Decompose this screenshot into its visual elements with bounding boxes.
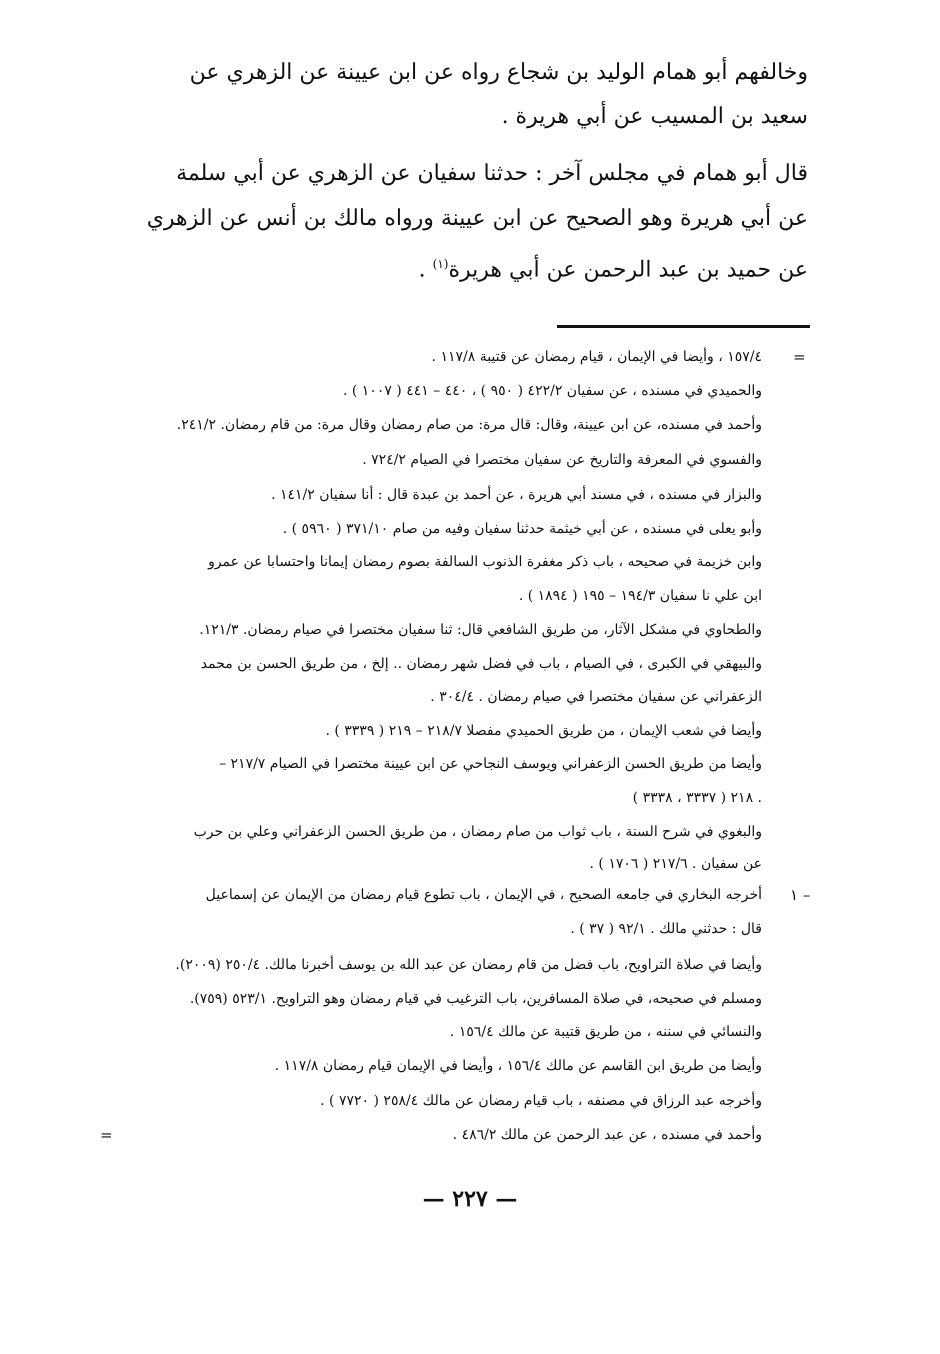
- footnote-line: وأيضا من طريق ابن القاسم عن مالك ١٥٦/٤ ، وأيضا في الإيمان قيام رمضان ١١٧/٨ .: [274, 1058, 762, 1074]
- main-text-line: عن أبي هريرة وهو الصحيح عن ابن عيينة ورواه مالك بن أنس عن الزهري: [146, 206, 808, 231]
- footnote-number: ١ –: [790, 886, 811, 904]
- continuation-marker: =: [100, 1126, 113, 1144]
- footnote-line: وأيضا من طريق الحسن الزعفراني ويوسف النجاحي عن ابن عيينة مختصرا في الصيام ٢١٧/٧ –: [219, 756, 762, 772]
- footnote-line: ومسلم في صحيحه، في صلاة المسافرين، باب الترغيب في قيام رمضان وهو التراويح. ٥٢٣/١ (٧٥٩).: [189, 991, 762, 1007]
- footnote-line: والطحاوي في مشكل الآثار، من طريق الشافعي قال: ثنا سفيان مختصرا في صيام رمضان. ١٢١/٣.: [199, 622, 762, 638]
- main-text-fragment: عن حميد بن عبد الرحمن عن أبي هريرة: [448, 257, 808, 283]
- footnote-line: وأحمد في مسنده ، عن عبد الرحمن عن مالك ٤٨٦/٢ .: [452, 1127, 762, 1143]
- footnote-line: عن سفيان . ٢١٧/٦ ( ١٧٠٦ ) .: [589, 856, 762, 872]
- footnote-line: والبغوي في شرح السنة ، باب ثواب من صام رمضان ، من طريق الحسن الزعفراني وعلي بن حرب: [193, 824, 762, 840]
- footnote-line: ابن علي نا سفيان ١٩٤/٣ – ١٩٥ ( ١٨٩٤ ) .: [518, 588, 762, 604]
- footnote-line: وابن خزيمة في صحيحه ، باب ذكر مغفرة الذنوب السالفة بصوم رمضان إيمانا واحتسابا عن عمرو: [208, 554, 762, 570]
- continuation-marker: =: [793, 348, 806, 366]
- page-number: — ٢٢٧ —: [422, 1186, 518, 1212]
- footnote-line: وأحمد في مسنده، عن ابن عيينة، وقال: قال مرة: من صام رمضان وقال مرة: من قام رمضان. ٢٤١/٢.: [176, 417, 762, 433]
- footnote-line: ٢١٨ ( ٣٣٣٧ ، ٣٣٣٨ ) .: [632, 790, 762, 806]
- footnote-line: أخرجه البخاري في جامعه الصحيح ، في الإيمان ، باب تطوع قيام رمضان من الإيمان عن إسماعيل: [205, 887, 762, 903]
- footnote-line: والبيهقي في الكبرى ، في الصيام ، باب في فضل شهر رمضان .. إلخ ، من طريق الحسن بن محمد: [200, 656, 762, 672]
- footnote-line: وأخرجه عبد الرزاق في مصنفه ، باب قيام رمضان عن مالك ٢٥٨/٤ ( ٧٧٢٠ ) .: [320, 1093, 762, 1109]
- main-text-line: [419, 249, 808, 285]
- main-text-fragment: .: [418, 257, 433, 283]
- footnote-line: والفسوي في المعرفة والتاريخ عن سفيان مختصرا في الصيام ٧٢٤/٢ .: [362, 452, 762, 468]
- main-text-line: سعيد بن المسيب عن أبي هريرة .: [501, 104, 808, 129]
- footnote-line: والنسائي في سننه ، من طريق قتيبة عن مالك ١٥٦/٤ .: [449, 1024, 762, 1040]
- footnote-line: قال : حدثني مالك . ٩٢/١ ( ٣٧ ) .: [570, 921, 762, 937]
- footnote-separator: [557, 325, 810, 328]
- footnote-line: والحميدي في مسنده ، عن سفيان ٤٢٢/٢ ( ٩٥٠ ) ، ٤٤٠ – ٤٤١ ( ١٠٠٧ ) .: [342, 383, 762, 399]
- footnote-line: وأيضا في شعب الإيمان ، من طريق الحميدي مفصلا ٢١٨/٧ – ٢١٩ ( ٣٣٣٩ ) .: [325, 723, 762, 739]
- footnote-reference: (١): [432, 257, 449, 271]
- main-text-line: وخالفهم أبو همام الوليد بن شجاع رواه عن ابن عيينة عن الزهري عن: [189, 60, 808, 85]
- footnote-line: وأيضا في صلاة التراويح، باب فضل من قام رمضان عن عبد الله بن يوسف أخبرنا مالك. ٢٥٠/٤ (٢٠٠٩).: [175, 957, 762, 973]
- footnote-line: وأبو يعلى في مسنده ، عن أبي خيثمة حدثنا سفيان وفيه من صام ٣٧١/١٠ ( ٥٩٦٠ ) .: [282, 521, 762, 537]
- main-text-line: قال أبو همام في مجلس آخر : حدثنا سفيان عن الزهري عن أبي سلمة: [176, 161, 808, 186]
- footnote-line: ١٥٧/٤ ، وأيضا في الإيمان ، قيام رمضان عن قتيبة ١١٧/٨ .: [431, 349, 762, 365]
- footnote-line: الزعفراني عن سفيان مختصرا في صيام رمضان . ٣٠٤/٤ .: [430, 689, 762, 705]
- footnote-line: والبزار في مسنده ، في مسند أبي هريرة ، عن أحمد بن عبدة قال : أنا سفيان ١٤١/٢ .: [271, 487, 762, 503]
